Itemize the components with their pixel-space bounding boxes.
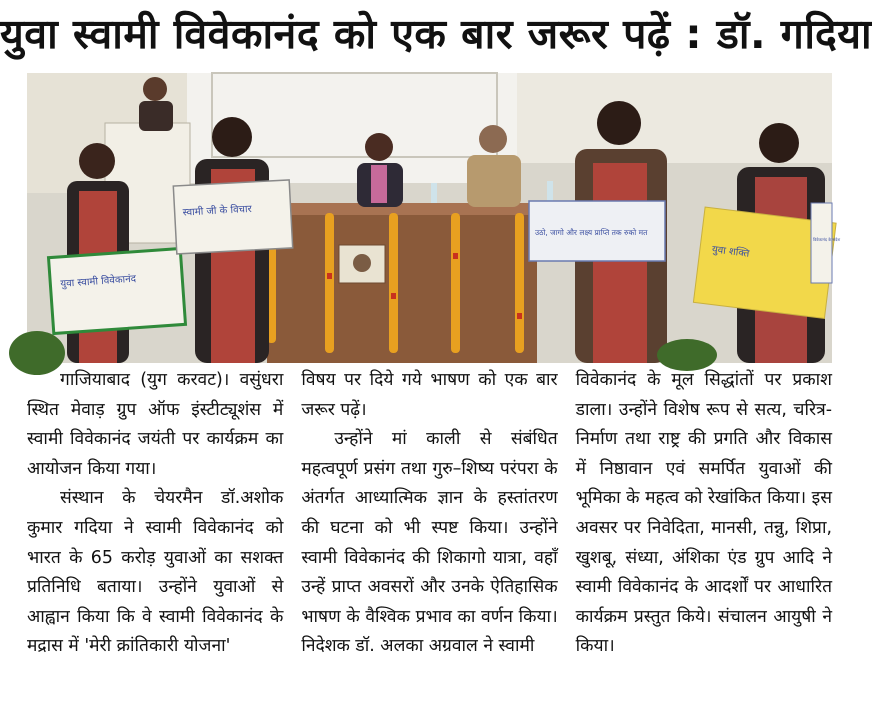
- article-column-3: [576, 366, 832, 722]
- article-column-2: [301, 366, 557, 722]
- event-photo: [27, 73, 841, 363]
- article-paragraph: उन्होंने मां काली से संबंधित महत्वपूर्ण प्रसंग तथा गुरु–शिष्य परंपरा के अंतर्गत आध्यात्मिक ज्ञान के हस्तांतरण की घटना को भी स्पष्ट किया। उन्होंने स्वामी विवेकानंद की शिकागो यात्रा, वहाँ उन्हें प्राप्त अवसरों और उनके ऐतिहासिक भाषण के वैश्विक प्रभाव का वर्णन किया। निदेशक डॉ. अलका अग्रवाल ने स्वामी: [301, 429, 558, 657]
- article-paragraph: गाजियाबाद (युग करवट)। वसुंधरा स्थित मेवाड़ ग्रुप ऑफ इंस्टीट्यूशंस में स्वामी विवेकानंद जयंती पर कार्यक्रम का आयोजन किया गया।: [27, 370, 284, 479]
- poster-2-text: स्वामी जी के विचार: [182, 203, 252, 219]
- headline: युवा स्वामी विवेकानंद को एक बार जरूर पढ़ें : डॉ. गदिया: [0, 10, 872, 58]
- article-body: [27, 366, 832, 722]
- poster-1-text: युवा स्वामी विवेकानंद: [60, 273, 137, 290]
- poster-4-text: युवा शक्ति: [711, 244, 750, 260]
- article-paragraph: संस्थान के चेयरमैन डॉ.अशोक कुमार गदिया ने स्वामी विवेकानंद को भारत के 65 करोड़ युवाओं का सशक्त प्रतिनिधि बताया। उन्होंने युवाओं से आह्वान किया कि वे स्वामी विवेकानंद के मद्रास में 'मेरी क्रांतिकारी योजना': [27, 488, 284, 657]
- article-paragraph: विवेकानंद के मूल सिद्धांतों पर प्रकाश डाला। उन्होंने विशेष रूप से सत्य, चरित्र-निर्माण तथा राष्ट्र की प्रगति और विकास में निष्ठावान एवं समर्पित युवाओं की भूमिका के महत्व को रेखांकित किया। इस अवसर पर निवेदिता, मानसी, तन्नु, शिप्रा, खुशबू, संध्या, अंशिका एंड ग्रुप आदि ने स्वामी विवेकानंद के आदर्शों पर आधारित कार्यक्रम प्रस्तुत किये। संचालन आयुषी ने किया।: [575, 370, 832, 657]
- article-paragraph: विषय पर दिये गये भाषण को एक बार जरूर पढ़ें।: [301, 370, 558, 420]
- event-photo-illustration: [27, 73, 841, 363]
- article-column-1: [27, 366, 283, 722]
- poster-5-text: विवेकानंद के संदेश: [813, 237, 841, 242]
- poster-3-text: उठो, जागो और लक्ष्य प्राप्ति तक रुको मत: [535, 228, 648, 237]
